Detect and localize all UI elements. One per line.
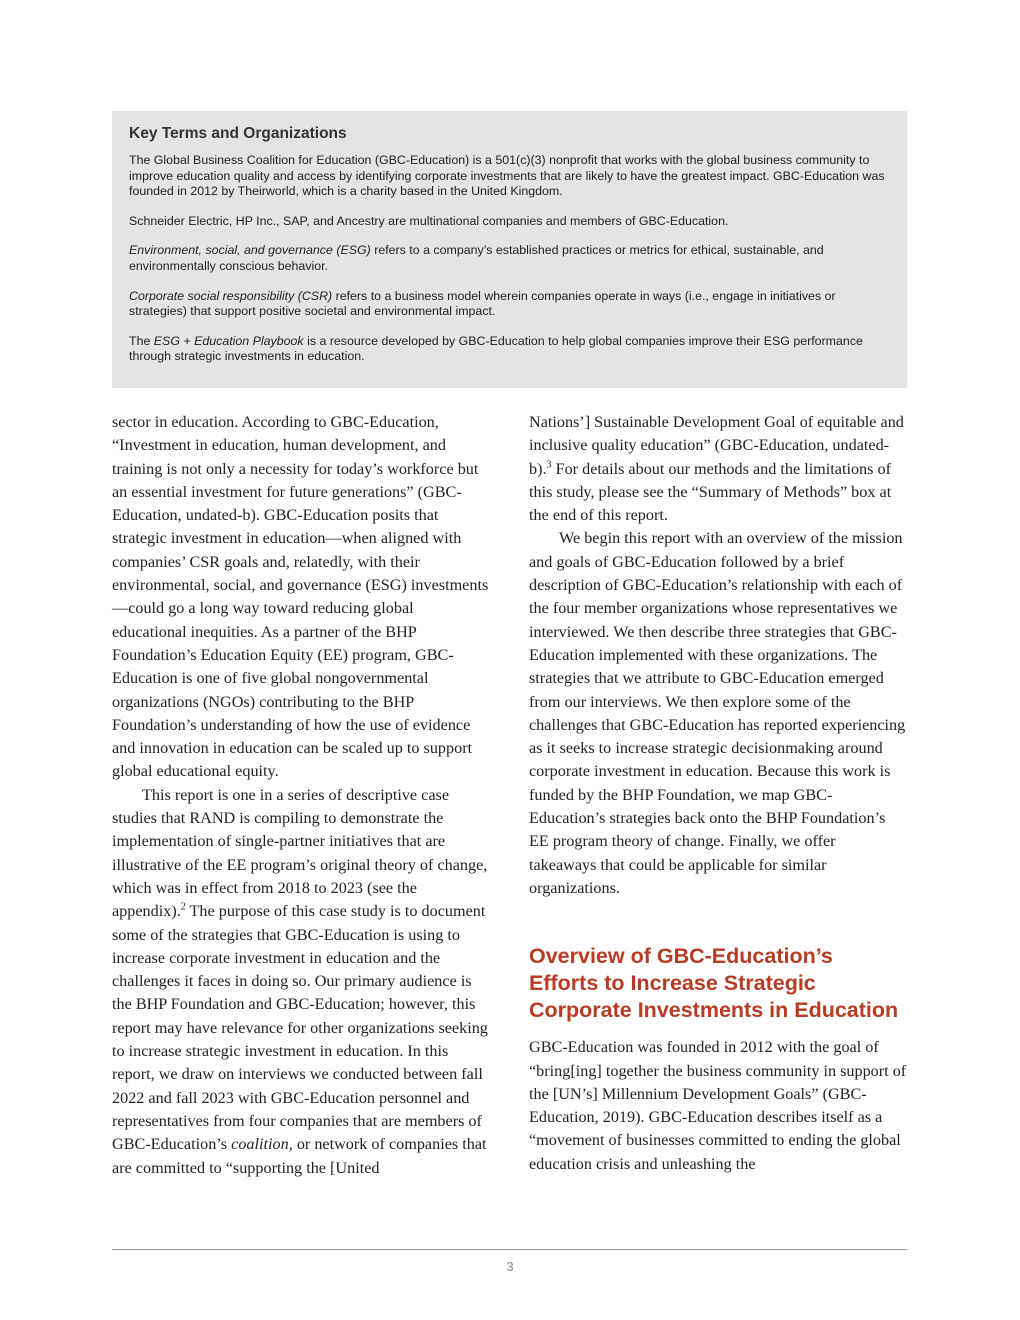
key-term-esg (129, 243, 890, 274)
right-column (529, 411, 907, 1176)
left-p2-text-a: This report is one in a series of descriptive case studies that RAND is compiling to demonstrate the implementation of single-partner initiatives that are illustrative of the EE program’s original theory of change, which was in effect from 2018 to 2023 (see the appendix). (112, 785, 488, 921)
left-paragraph-1: sector in education. According to GBC-Education, “Investment in education, human development, and training is not only a necessity for today’s workforce but an essential investment for future generations” (GBC-Education, undated-b). GBC-Education posits that strategic investment in education—when aligned with companies’ CSR goals and, relatedly, with their environmental, social, and governance (ESG) investments—could go a long way toward reducing global educational inequities. As a partner of the BHP Foundation’s Education Equity (EE) program, GBC-Education is one of five global nongovernmental organizations (NGOs) contributing to the BHP Foundation’s understanding of how the use of evidence and innovation in education can be scaled up to support global educational equity. (112, 413, 489, 781)
left-p2-text-b: The purpose of this case study is to document some of the strategies that GBC-Education is using to increase corporate investment in education and the challenges it faces in doing so. Our primary audience is the BHP Foundation and GBC-Education; however, this report may have relevance for other organizations seeking to increase strategic investment in education. In this report, we draw on interviews we conducted between fall 2022 and fall 2023 with GBC-Education personnel and representatives from four companies that are members of GBC-Education’s (112, 902, 488, 1154)
playbook-definition: is a resource developed by GBC-Education to help global companies improve their ESG performance through strategic investments in education. (129, 333, 863, 364)
esg-definition: refers to a company’s established practices or metrics for ethical, sustainable, and environmentally conscious behavior. (129, 243, 824, 273)
footer-rule (112, 1249, 907, 1250)
playbook-prefix: The (129, 333, 154, 348)
key-term-members: Schneider Electric, HP Inc., SAP, and Ancestry are multinational companies and members of GBC-Education. (129, 213, 729, 228)
key-term-csr (129, 289, 890, 320)
left-paragraph-2 (112, 784, 490, 1180)
key-terms-title: Key Terms and Organizations (129, 125, 347, 142)
left-column (112, 411, 490, 1180)
right-paragraph-2: We begin this report with an overview of the mission and goals of GBC-Education followed by a brief description of GBC-Education’s relationship with each of the four member organizations whose representatives we interviewed. We then describe three strategies that GBC-Education implemented with these organizations. The strategies that we attribute to GBC-Education emerged from our interviews. We then explore some of the challenges that GBC-Education has reported experiencing as it seeks to increase strategic decisionmaking around corporate investment in education. Because this work is funded by the BHP Foundation, we map GBC-Education’s strategies back onto the BHP Foundation’s EE program theory of change. Finally, we offer takeaways that could be applicable for similar organizations. (529, 529, 906, 897)
right-p1-text-a: Nations’] Sustainable Development Goal of equitable and inclusive quality education” (GBC-Education, undated-b). (529, 413, 904, 478)
esg-term: Environment, social, and governance (ESG) (129, 243, 371, 258)
coalition-term: coalition (231, 1135, 289, 1154)
csr-term: Corporate social responsibility (CSR) (129, 288, 333, 303)
csr-definition: refers to a business model wherein companies operate in ways (i.e., engage in initiatives or strategies) that support positive societal and environmental impact. (129, 288, 836, 319)
footnote-ref-3[interactable]: 3 (546, 459, 552, 471)
left-p2-text-c: , or network of companies that are committed to “supporting the [United (112, 1135, 487, 1177)
right-paragraph-3: GBC-Education was founded in 2012 with the goal of “bring[ing] together the business community in support of the [UN’s] Millennium Development Goals” (GBC-Education, 2019). GBC-Education describes itself as a “movement of businesses committed to ending the global education crisis and unleashing the (529, 1038, 907, 1173)
playbook-term: ESG + Education Playbook (153, 333, 304, 348)
right-paragraph-1 (529, 411, 907, 527)
key-terms-box (112, 111, 907, 388)
footnote-ref-2[interactable]: 2 (180, 901, 186, 913)
key-term-playbook (129, 334, 890, 365)
key-term-gbc: The Global Business Coalition for Education (GBC-Education) is a 501(c)(3) nonprofit that works with the global business community to improve education quality and access by identifying corporate investments that are likely to have the greatest impact. GBC-Education was founded in 2012 by Theirworld, which is a charity based in the United Kingdom. (129, 153, 885, 199)
right-p1-text-b: For details about our methods and the limitations of this study, please see the “Summary of Methods” box at the end of this report. (529, 459, 892, 525)
section-heading: Overview of GBC-Education’s Efforts to Increase Strategic Corporate Investments in Education (529, 944, 899, 1023)
page-number: 3 (506, 1259, 514, 1274)
